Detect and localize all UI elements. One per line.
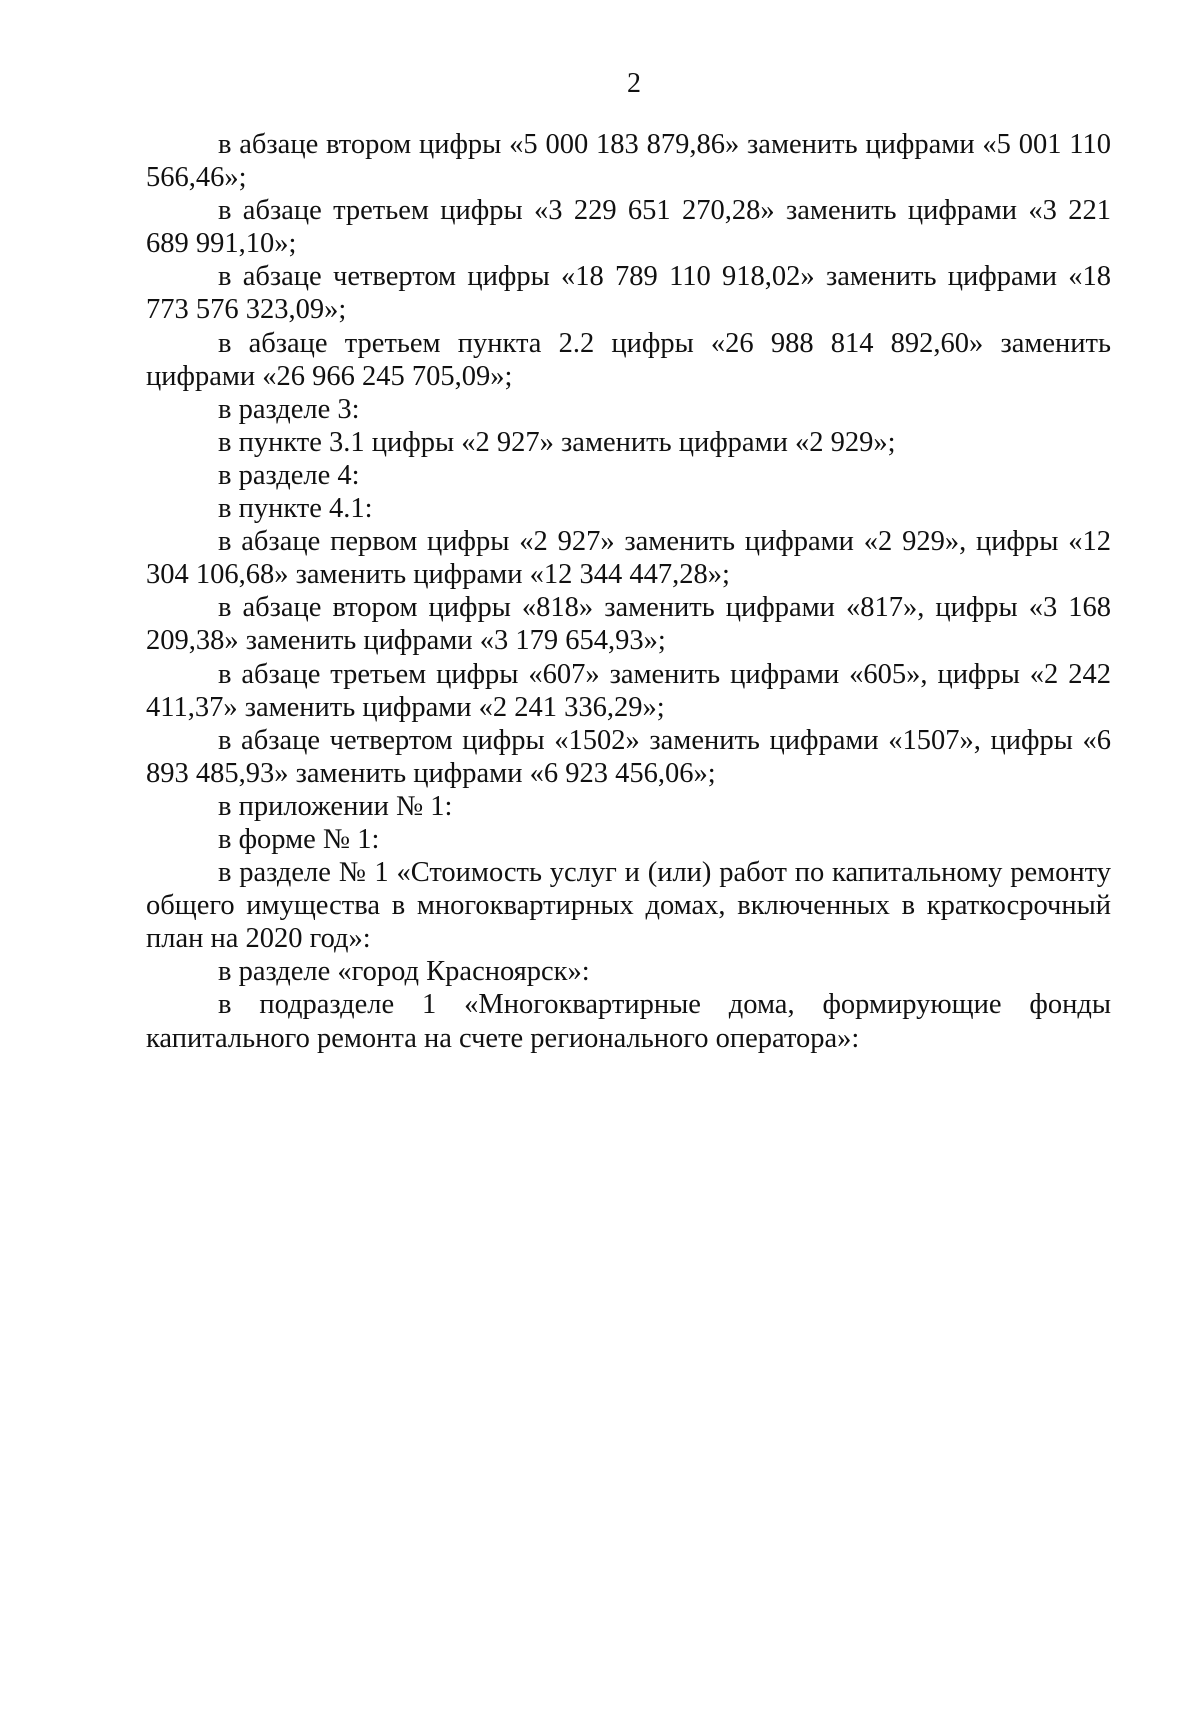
paragraph-9: в абзаце первом цифры «2 927» заменить цифрами «2 929», цифры «12 304 106,68» заменить цифрами «12 344 447,28»; [146,526,1111,591]
paragraph-17: в подразделе 1 «Многоквартирные дома, формирующие фонды капитального ремонта на счете регионального оператора»: [146,989,1111,1054]
paragraph-16: в разделе «город Красноярск»: [218,956,590,988]
paragraph-10: в абзаце втором цифры «818» заменить цифрами «817», цифры «3 168 209,38» заменить цифрами «3 179 654,93»; [146,592,1111,657]
paragraph-2: в абзаце третьем цифры «3 229 651 270,28» заменить цифрами «3 221 689 991,10»; [146,195,1111,260]
paragraph-6: в пункте 3.1 цифры «2 927» заменить цифрами «2 929»; [218,426,896,458]
paragraph-15: в разделе № 1 «Стоимость услуг и (или) работ по капитальному ремонту общего имущества в многоквартирных домах, включенных в краткосрочный план на 2020 год»: [146,857,1111,955]
paragraph-8: в пункте 4.1: [218,493,373,525]
paragraph-14: в форме № 1: [218,823,380,855]
paragraph-5: в разделе 3: [218,393,360,425]
paragraph-1: в абзаце втором цифры «5 000 183 879,86» заменить цифрами «5 001 110 566,46»; [146,129,1111,194]
paragraph-7: в разделе 4: [218,459,360,491]
paragraph-3: в абзаце четвертом цифры «18 789 110 918,02» заменить цифрами «18 773 576 323,09»; [146,261,1111,326]
page-number: 2 [627,68,641,99]
paragraph-4: в абзаце третьем пункта 2.2 цифры «26 988 814 892,60» заменить цифрами «26 966 245 705,09»; [146,327,1111,392]
paragraph-11: в абзаце третьем цифры «607» заменить цифрами «605», цифры «2 242 411,37» заменить цифрами «2 241 336,29»; [146,658,1111,723]
paragraph-13: в приложении № 1: [218,790,453,822]
document-body [146,128,1111,1055]
paragraph-12: в абзаце четвертом цифры «1502» заменить цифрами «1507», цифры «6 893 485,93» заменить цифрами «6 923 456,06»; [146,724,1111,789]
